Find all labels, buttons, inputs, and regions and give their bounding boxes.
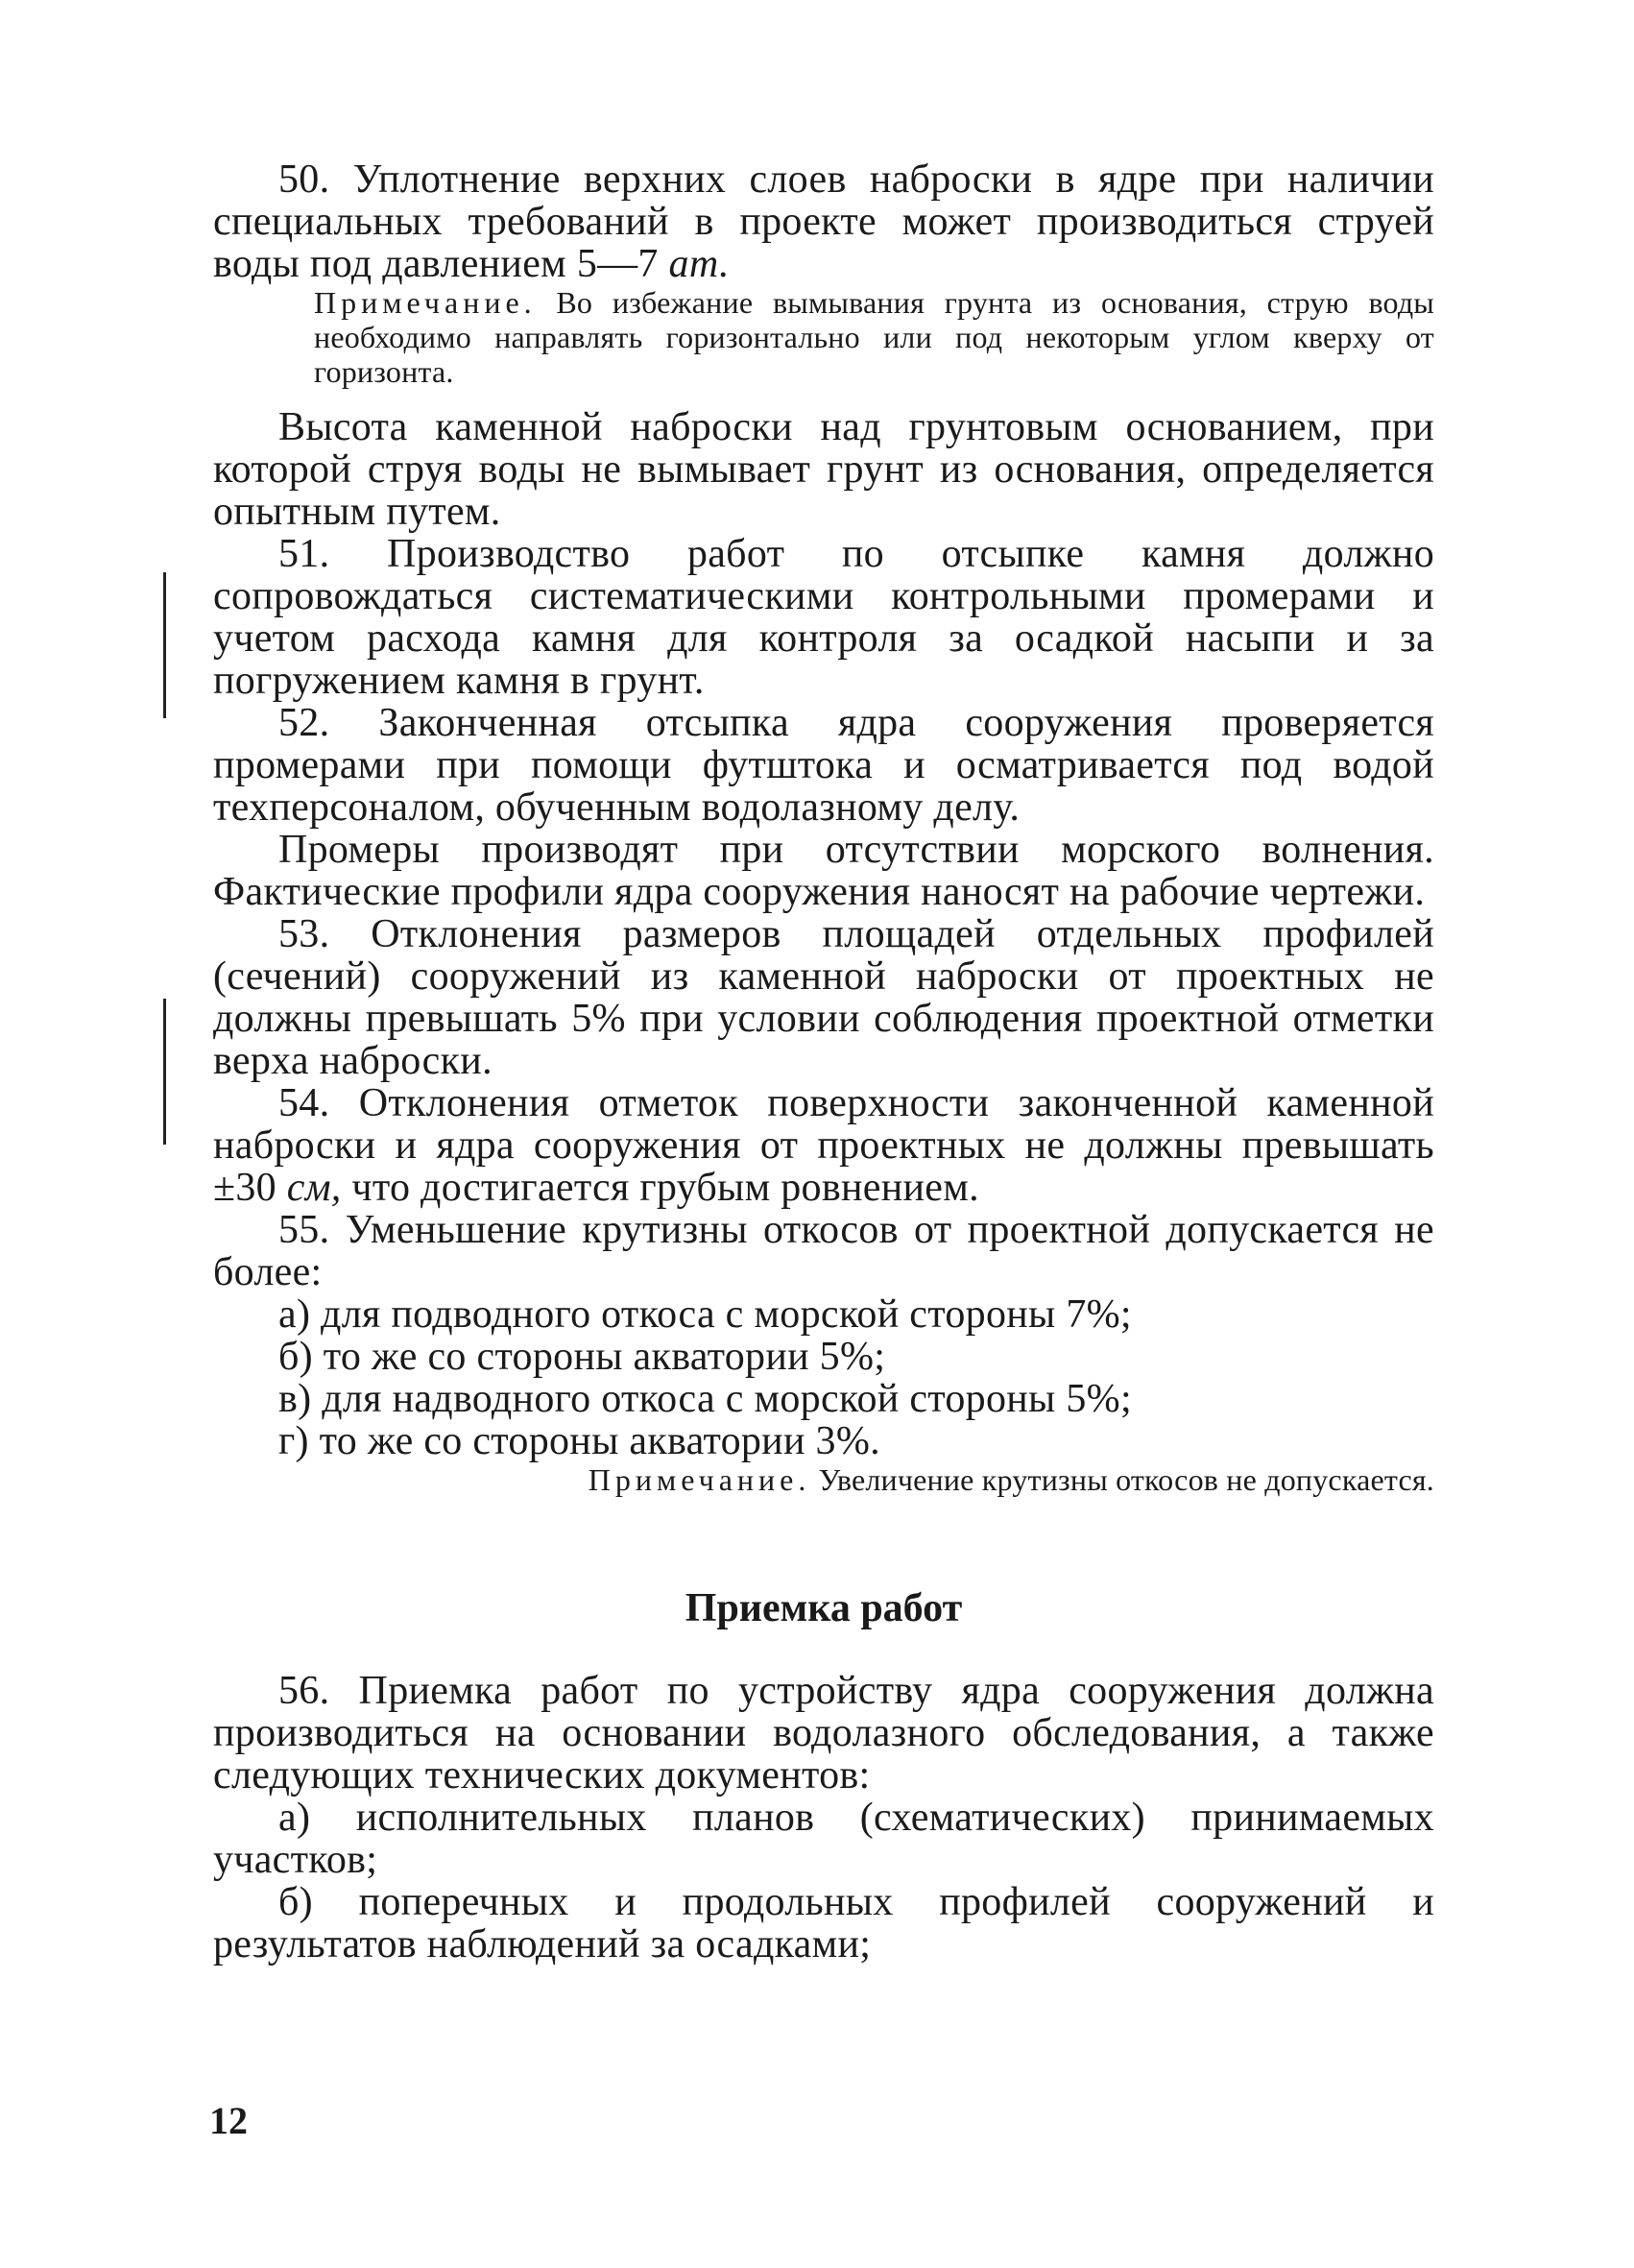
paragraph-52-continuation: Промеры производят при отсутствии морского волнения. Фактические профили ядра сооружения наносят на рабочие чертежи. <box>213 828 1434 914</box>
paragraph-52: 52. Законченная отсыпка ядра сооружения проверяется промерами при помощи футштока и осматривается под водой техперсоналом, обученным водолазному делу. <box>213 701 1434 830</box>
paragraph-50-continuation: Высота каменной наброски над грунтовым основанием, при которой струя воды не вымывает грунт из основания, определяется опытным путем. <box>213 405 1434 534</box>
note-1: Примечание. Во избежание вымывания грунта из основания, струю воды необходимо направлять горизонтально или под некоторым углом кверху от горизонта. <box>314 285 1434 389</box>
list-item-56a: а) исполнительных планов (схематических) принимаемых участков; <box>213 1796 1434 1882</box>
page-number: 12 <box>209 2099 248 2142</box>
margin-change-bar <box>163 572 166 718</box>
list-item-55d: г) то же со стороны акватории 3%. <box>278 1419 880 1463</box>
paragraph-51: 51. Производство работ по отсыпке камня должно сопровождаться систематическими контрольными промерами и учетом расхода камня для контроля за осадкой насыпи и за погружением камня в грунт. <box>213 532 1434 703</box>
list-item-55b: б) то же со стороны акватории 5%; <box>278 1335 886 1379</box>
list-item-56b: б) поперечных и продольных профилей сооружений и результатов наблюдений за осадками; <box>213 1880 1434 1966</box>
list-item-55c: в) для надводного откоса с морской стороны 5%; <box>278 1377 1132 1421</box>
margin-change-bar <box>163 999 166 1145</box>
document-page <box>213 158 1434 1966</box>
note-2: Примечание. Увеличение крутизны откосов не допускается. <box>588 1462 1434 1497</box>
paragraph-50: 50. Уплотнение верхних слоев наброски в ядре при наличии специальных требований в проекте может производиться струей воды под давлением 5—7 ат. <box>213 157 1434 286</box>
paragraph-54: 54. Отклонения отметок поверхности законченной каменной наброски и ядра сооружения от проектных не должны превышать ±30 см, что достигается грубым ровнением. <box>213 1081 1434 1210</box>
paragraph-56: 56. Приемка работ по устройству ядра сооружения должна производиться на основании водолазного обследования, а также следующих технических документов: <box>213 1669 1434 1798</box>
paragraph-53: 53. Отклонения размеров площадей отдельных профилей (сечений) сооружений из каменной наброски от проектных не должны превышать 5% при условии соблюдения проектной отметки верха наброски. <box>213 912 1434 1083</box>
section-heading: Приемка работ <box>685 1586 963 1630</box>
paragraph-55: 55. Уменьшение крутизны откосов от проектной допускается не более: <box>213 1208 1434 1294</box>
list-item-55a: а) для подводного откоса с морской стороны 7%; <box>278 1292 1132 1337</box>
